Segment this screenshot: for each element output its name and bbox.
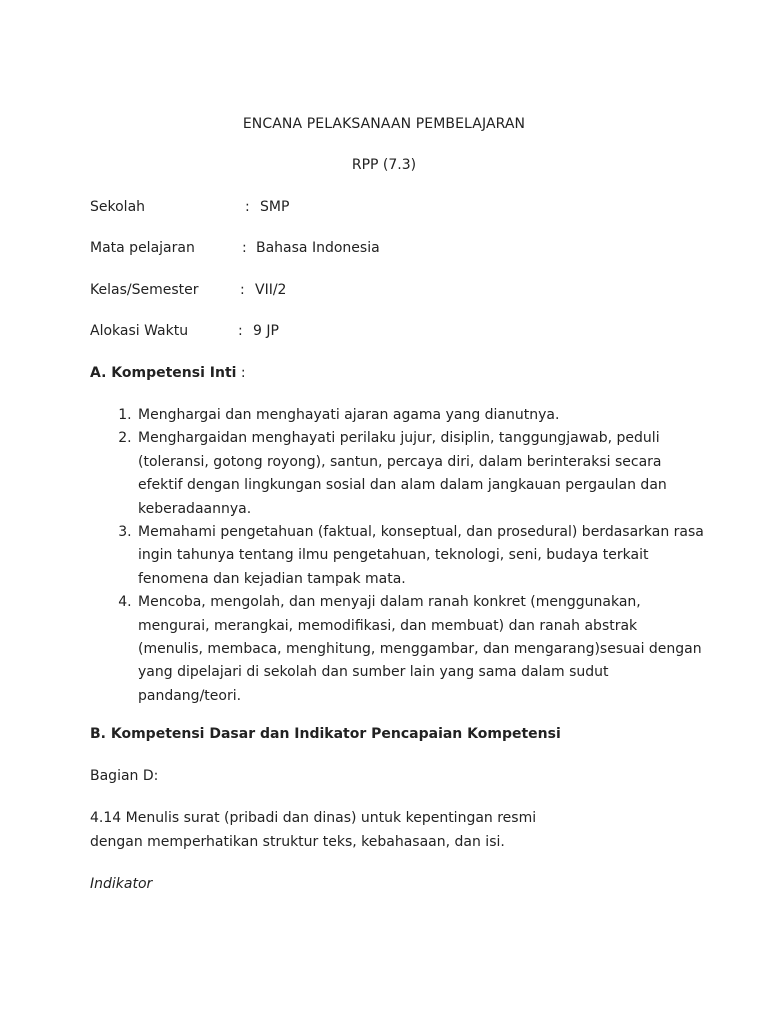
section-b-part-label: Bagian D: <box>90 768 159 784</box>
identity-separator: : <box>242 240 247 256</box>
identity-value: 9 JP <box>253 323 279 339</box>
section-a-heading-colon: : <box>236 365 246 381</box>
document-title: ENCANA PELAKSANAAN PEMBELAJARAN <box>242 116 526 132</box>
list-item: 1. Menghargai dan menghayati ajaran agama yang dianutnya. <box>136 404 706 427</box>
document-subtitle: RPP (7.3) <box>351 157 417 173</box>
identity-separator: : <box>238 323 243 339</box>
identity-separator: : <box>240 282 245 298</box>
section-a-heading-text: A. Kompetensi Inti <box>90 365 237 381</box>
identity-value: VII/2 <box>255 282 287 298</box>
identity-label: Mata pelajaran <box>90 240 195 256</box>
section-b-heading: B. Kompetensi Dasar dan Indikator Pencapaian Kompetensi <box>90 726 561 742</box>
identity-row-alokasi-waktu <box>90 323 279 339</box>
kompetensi-inti-list <box>90 404 706 708</box>
identity-label: Kelas/Semester <box>90 282 199 298</box>
identity-row-kelas-semester <box>90 282 287 298</box>
identity-value: SMP <box>260 199 290 215</box>
identity-label: Sekolah <box>90 199 146 215</box>
list-item: 2. Menghargaidan menghayati perilaku jujur, disiplin, tanggungjawab, peduli (toleransi, gotong royong), santun, percaya diri, dalam berinteraksi secara efektif dengan lingkungan sosial dan alam dalam jangkauan pergaulan dan keberadaannya. <box>136 427 706 521</box>
list-item: 4. Mencoba, mengolah, dan menyaji dalam ranah konkret (menggunakan, mengurai, merangkai, memodifikasi, dan membuat) dan ranah abstrak (menulis, membaca, menghitung, menggambar, dan mengarang)sesuai dengan yang dipelajari di sekolah dan sumber lain yang sama dalam sudut pandang/teori. <box>136 591 706 708</box>
identity-value: Bahasa Indonesia <box>256 240 380 256</box>
identity-row-mata-pelajaran <box>90 240 380 256</box>
kd-paragraph: 4.14 Menulis surat (pribadi dan dinas) untuk kepentingan resmi dengan memperhatikan struktur teks, kebahasaan, dan isi. <box>90 810 537 850</box>
identity-separator: : <box>245 199 250 215</box>
list-item: 3. Memahami pengetahuan (faktual, konseptual, dan prosedural) berdasarkan rasa ingin tahunya tentang ilmu pengetahuan, teknologi, seni, budaya terkait fenomena dan kejadian tampak mata. <box>136 521 706 591</box>
identity-label: Alokasi Waktu <box>90 323 189 339</box>
identity-row-sekolah <box>90 199 290 215</box>
section-a-heading <box>90 365 246 381</box>
indicator-label: Indikator <box>90 876 153 892</box>
